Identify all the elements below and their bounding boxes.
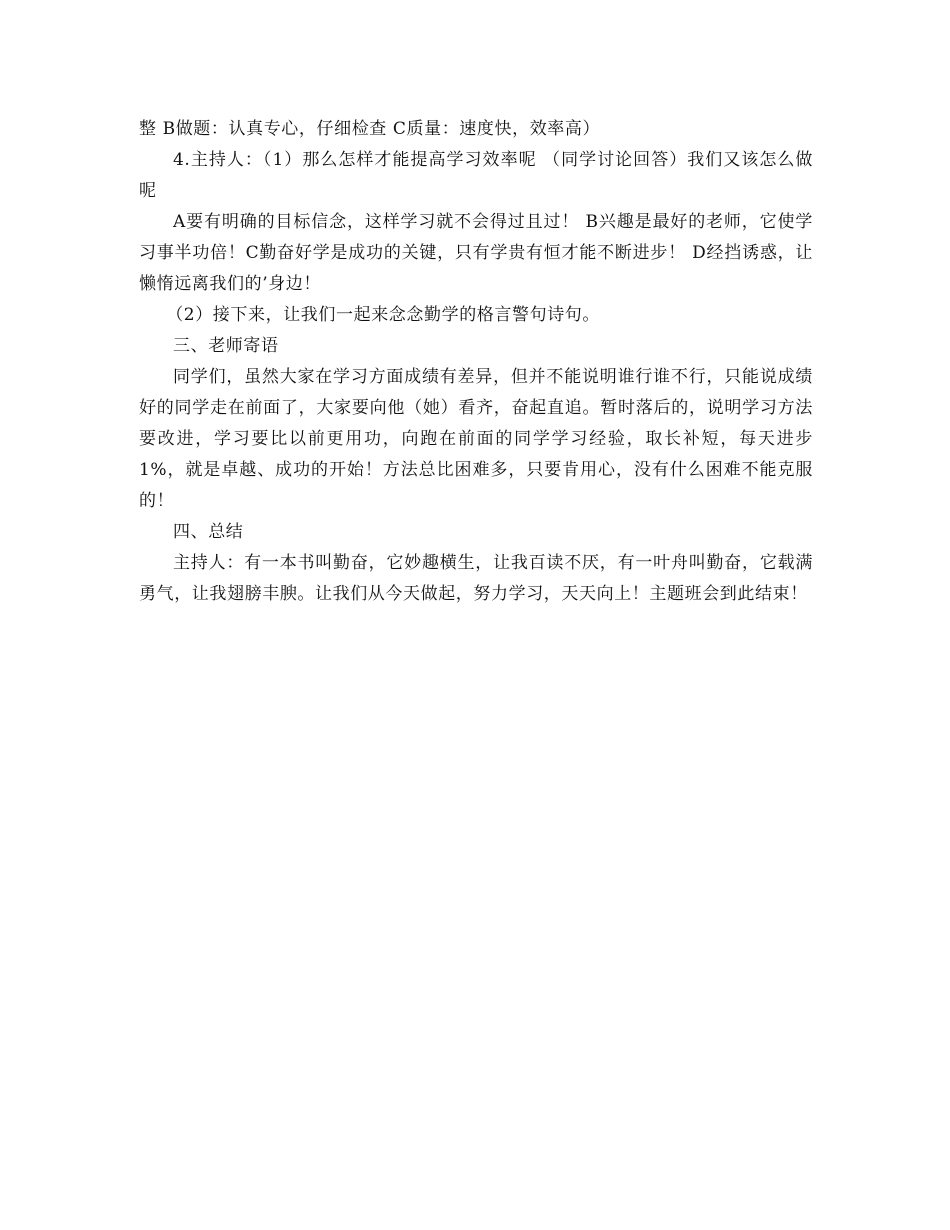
document-body bbox=[139, 114, 813, 610]
section-heading-summary: 四、总结 bbox=[173, 522, 244, 542]
paragraph-host-question: 4.主持人：（1）那么怎样才能提高学习效率呢 （同学讨论回答）我们又该怎么做呢 bbox=[139, 150, 813, 201]
paragraph-teacher-message: 同学们，虽然大家在学习方面成绩有差异，但并不能说明谁行谁不行，只能说成绩好的同学走在前面了，大家要向他（她）看齐，奋起直追。暂时落后的，说明学习方法要改进，学习要比以前更用功，向跑在前面的同学学习经验，取长补短，每天进步1%，就是卓越、成功的开始！方法总比困难多，只要肯用心，没有什么困难不能克服的！ bbox=[139, 367, 813, 511]
paragraph-summary: 主持人：有一本书叫勤奋，它妙趣横生，让我百读不厌，有一叶舟叫勤奋，它载满勇气，让我翅膀丰腴。让我们从今天做起，努力学习，天天向上！主题班会到此结束！ bbox=[139, 553, 813, 604]
section-heading-teacher-message: 三、老师寄语 bbox=[173, 336, 279, 356]
paragraph-quotes: （2）接下来，让我们一起来念念勤学的格言警句诗句。 bbox=[166, 305, 601, 325]
paragraph-answers: A要有明确的目标信念，这样学习就不会得过且过！ B兴趣是最好的老师，它使学习事半功倍！C勤奋好学是成功的关键，只有学贵有恒才能不断进步！ D经挡诱惑，让懒惰远离我们的’身边！ bbox=[139, 212, 813, 294]
paragraph-continuation: 整 B做题：认真专心，仔细检查 C质量：速度快，效率高） bbox=[139, 119, 601, 139]
